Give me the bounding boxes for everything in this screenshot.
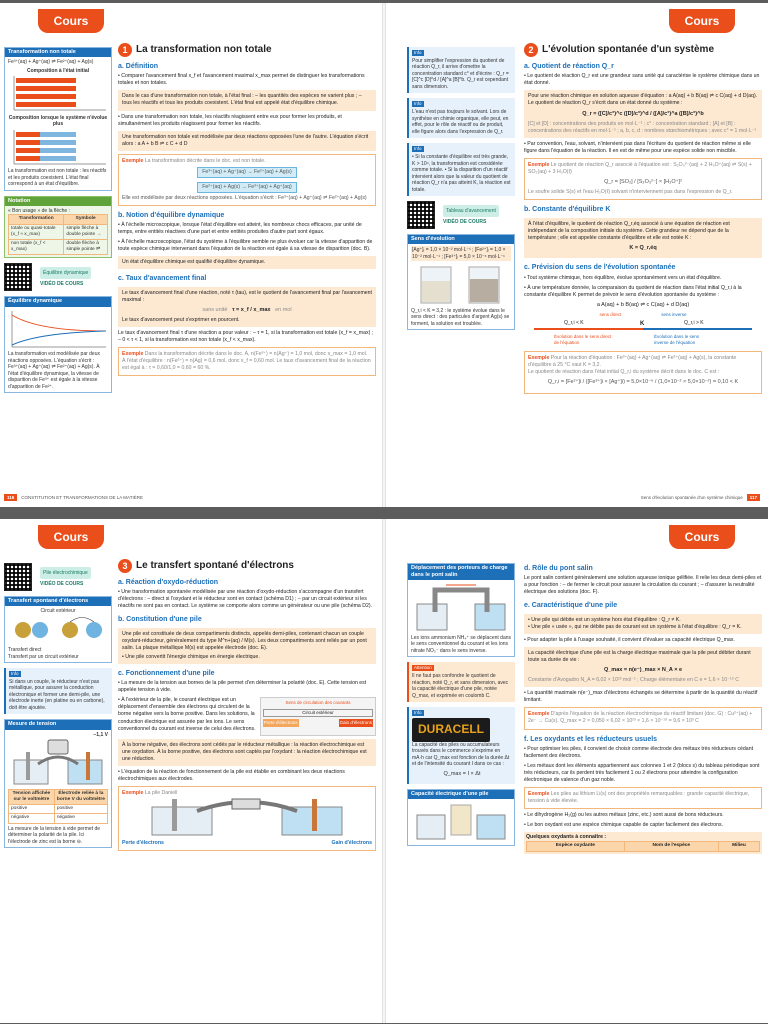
subsection-c-title: c. Fonctionnement d'une pile <box>118 669 215 677</box>
evolution-axis <box>524 320 762 348</box>
example-box <box>118 786 376 851</box>
footer-left <box>4 494 143 501</box>
definition-text: • Une pile convertit l'énergie chimique en énergie électrique. <box>122 653 260 660</box>
paragraph: • Par convention, l'eau, solvant, n'intervient pas dans l'écriture du quotient de réaction même si elle figure dans l'équation de la réaction. Il en est de même pour une espèce solide non miscible. <box>524 140 751 154</box>
notation-h2: Symbole <box>64 215 108 224</box>
table-header: Nom de l'espèce <box>624 842 718 851</box>
initial-composition-chart <box>8 74 108 112</box>
subsection-a-title: a. Définition <box>118 63 159 70</box>
k-formula: K = Q_r,éq <box>629 244 657 251</box>
dynamic-equilibrium-chart <box>8 309 108 349</box>
doc-a-title: Transformation non totale <box>5 48 111 57</box>
paragraph: Le pont salin contient généralement une solution aqueuse ionique gélifiée. Il relie les deux demi-piles et a pour fonction : – de fermer le circuit pour assurer la circulation du courant ; – d'assurer la neutralité électrique des solutions (doc. F). <box>524 575 762 596</box>
cours-tab-left: Cours <box>38 9 104 33</box>
doc-e-note: La mesure de la tension à vide permet de déterminer la polarité de la pile. Ici l'électrode de zinc est la borne ⊖. <box>8 825 100 845</box>
example-formula: Q_r = [SO₂] / [S₂O₃²⁻] × [H₃O⁺]² <box>604 179 682 186</box>
section-2-heading <box>524 43 762 57</box>
definition-box: Dans le cas d'une transformation non totale, à l'état final : – les quantités des espèces ne varient plus ; – tous les réactifs et tous les produits coexistent. L'état final est appelé état d'équilibre chimique. <box>118 90 376 110</box>
section-3-heading <box>118 559 376 573</box>
diagram-title: Sens de circulation des courants <box>285 700 351 706</box>
paragraph: • Le bon oxydant est une espèce chimique capable de capter facilement des électrons. <box>524 822 724 829</box>
voltmeter-reading: −1,1 V <box>93 731 108 738</box>
qr-code-icon[interactable] <box>4 263 32 291</box>
definition-text: Pour une réaction chimique en solution aqueuse d'équation : a A(aq) + b B(aq) ⇌ c C(aq) + d D(aq). Le quotient de réaction Q_r s'écrit dans un état donné du système : <box>528 93 758 107</box>
tbl-cell: négative <box>9 814 55 823</box>
example-text: La transformation décrite dans le doc. est non totale. <box>144 157 266 164</box>
qr-label: Pile électrochimique <box>40 567 91 580</box>
example-equation: Elle est modélisée par deux réactions opposées. L'équation s'écrit : Fe³⁺(aq) + Ag⁺(aq) ⇌ Fe²⁺(aq) + Ag(s) <box>122 194 367 201</box>
subsection-c-title: c. Taux d'avancement final <box>118 275 207 283</box>
final-composition-chart <box>8 128 108 166</box>
daniell-cell-diagram <box>122 797 372 837</box>
notation-title: Notation <box>5 197 111 206</box>
subsection-e-title: e. Caractéristique d'une pile <box>524 602 618 610</box>
cours-tab-right: Cours <box>669 9 735 33</box>
qr-code-icon[interactable] <box>4 563 32 591</box>
tbl-h1: Tension affichée sur le voltmètre <box>9 789 55 804</box>
doc-g-title: Capacité électrique d'une pile <box>408 790 514 799</box>
paragraph: • Pour optimiser les piles, il convient de choisir comme électrode des métaux très réducteurs cédant facilement des électrons. <box>524 745 754 759</box>
attention-note <box>407 662 515 702</box>
example-label: Exemple <box>528 711 550 718</box>
definition-box <box>524 647 762 687</box>
notation-r2a: non totale (x_f < x_max) <box>9 239 64 254</box>
current-direction-diagram <box>260 697 376 735</box>
subsection-a-title: a. Quotient de réaction Q_r <box>524 63 614 70</box>
sens-inverse-label: sens inverse <box>661 312 687 318</box>
section-1-heading <box>118 43 376 57</box>
definition-box: À la borne négative, des électrons sont cédés par le réducteur métallique : la réaction électrochimique est une oxydation. À la borne positive, des électrons sont captés par l'oxydant : la réaction électrochimique est une réduction. <box>118 739 376 766</box>
duracell-logo: DURACELL <box>412 718 490 742</box>
tbl-h2: Électrode reliée à la borne V du voltmètre <box>54 789 107 804</box>
video-link[interactable]: VIDÉO DE COURS <box>443 219 487 226</box>
info-tag: Info <box>414 50 422 55</box>
info-text: Si dans un couple, le réducteur n'est pas métallique, pour assurer la conduction électronique et former une demi-pile, une électrode inerte (en platine ou en carbone), doit être ajoutée. <box>9 678 105 711</box>
tbl-cell: positive <box>54 805 107 814</box>
axis-qri-less: Q_r,i < K <box>564 320 584 327</box>
info-text: Pour simplifier l'expression du quotient de réaction Q_r, il arrive d'omettre la concentration standard c° et d'écrire : Q_r = [C]^c [D]^d / [A]^a [B]^b. Q_r est cependant sans dimension. <box>412 57 509 90</box>
transfer-circuit-label: Transfert par un circuit extérieur <box>8 653 79 660</box>
axis-label-direct: Évolution dans le sens direct de l'équation <box>554 334 612 346</box>
info-note <box>407 98 515 138</box>
notation-h1: Transformation <box>9 215 64 224</box>
qr-tile-equilibre[interactable] <box>4 263 112 291</box>
tau-formula: τ = x_f / x_max <box>232 306 271 313</box>
example-label: Exemple <box>122 789 144 796</box>
attention-tag: Attention <box>414 665 432 671</box>
doc-a-note: La transformation est non totale : les réactifs et les produits coexistent. L'état final correspond à un état d'équilibre. <box>8 168 107 188</box>
subsection-a-title: a. Réaction d'oxydo-réduction <box>118 579 219 586</box>
definition-text: À l'état d'équilibre, le quotient de réaction Q_r,éq associé à une équation de réaction est indépendant de la composition initiale du système. Cette grandeur ne dépend que de la température ; elle est appelée constante d'équilibre et elle est notée K : <box>528 220 730 241</box>
doc-c-note: Q_r,i < K = 3,2 : le système évolue dans le sens direct : des particules d'argent Ag(s) se forment, la solution est troublée. <box>411 307 510 327</box>
definition-text: La capacité électrique d'une pile est la charge électrique maximale que la pile peut débiter durant toute sa durée de vie : <box>528 649 751 663</box>
section-3 <box>118 559 376 854</box>
info-note <box>4 668 112 714</box>
section-1 <box>118 43 376 379</box>
info-tag: Info <box>414 146 422 152</box>
transfer-direct-label: Transfert direct <box>8 647 42 654</box>
doc-c-title: Sens d'évolution <box>408 235 514 244</box>
paragraph: • Le dihydrogène H₂(g) ou les autres métaux (zinc, etc.) sont aussi de bons réducteurs. <box>524 812 724 819</box>
attention-text: Il ne faut pas confondre le quotient de réaction, noté Q_r, et sans dimension, avec la capacité électrique d'une pile, notée Q_max, et exprimée en coulomb C. <box>412 673 509 699</box>
paragraph: • Tout système chimique, hors équilibre, évolue spontanément vers un état d'équilibre. <box>524 274 722 281</box>
paragraph: • Une transformation spontanée modélisée par une réaction d'oxydo-réduction s'accompagne d'un transfert d'électrons : – direct si l'oxydant et le réducteur sont en contact (schéma D1) ; – par un circuit extérieur si les réactifs ne sont pas en contact. Le système se comporte alors comme un générateur ou une pile (schéma D2). <box>118 589 373 610</box>
example-text: Le quotient de réaction Q_r associé à l'équation est : S₂O₃²⁻(aq) + 2 H₃O⁺(aq) ⇌ S(s) + SO₂(aq) + 3 H₂O(ℓ) <box>528 161 752 175</box>
example-label: Exemple <box>122 351 144 358</box>
table-header: Milieu <box>718 842 759 851</box>
paragraph: • Le quotient de réaction Q_r est une grandeur sans unité qui caractérise le système chimique dans un état donné. <box>524 73 760 87</box>
right-sidebar <box>407 47 515 335</box>
video-link[interactable]: VIDÉO DE COURS <box>40 281 84 288</box>
unit-right: en mol <box>275 306 292 313</box>
doc-e-box <box>4 719 112 848</box>
example-text: Pour la réaction d'équation : Fe³⁺(aq) + Ag⁺(aq) ⇌ Fe²⁺(aq) + Ag(s), la constante d'équilibre à 25 °C vaut K = 3,2. <box>528 355 737 369</box>
paragraph: • La mesure de la tension aux bornes de la pile permet d'en déterminer la polarité (doc. E). Cette tension est appelée tension à vide. <box>118 680 367 694</box>
paragraph: Le taux d'avancement final τ d'une réaction a pour valeur : – τ = 1, si la transformation est totale (x_f = x_max) ; – 0 < τ < 1, si la transformation est non totale (x_f < x_max). <box>118 330 374 344</box>
definition-text: Le taux d'avancement final d'une réaction, noté τ (tau), est le quotient de l'avancement final par l'avancement maximal : <box>122 289 372 303</box>
polarity-table <box>8 789 108 824</box>
section-title: La transformation non totale <box>136 44 272 56</box>
cours-tab-right: Cours <box>669 525 735 549</box>
example-text: Le soufre solide S(s) et l'eau H₂O(ℓ) solvant n'interviennent pas dans l'expression de Q_r. <box>528 189 733 196</box>
beakers-photo <box>411 261 511 305</box>
table-title: Quelques oxydants à connaître : <box>526 834 607 841</box>
notation-r2b: double flèche à simple pointe ⇌ <box>64 239 108 254</box>
notation-r1a: totale ou quasi-totale (x_f ≈ x_max) <box>9 224 64 239</box>
doc-b-title: Équilibre dynamique <box>5 297 111 306</box>
diagram-gain-label: Gain d'électrons <box>339 719 373 727</box>
info-note <box>407 143 515 196</box>
voltage-measurement-diagram <box>8 738 108 786</box>
electron-transfer-diagram <box>8 615 108 645</box>
axis-qri-greater: Q_r,i > K <box>684 320 704 327</box>
qr-label: Équilibre dynamique <box>40 267 91 280</box>
example-text: La pile Daniell <box>144 789 178 796</box>
example-text: D'après l'équation de la réaction électrochimique du réactif limitant (doc. G) : Cu²⁺(aq) + 2e⁻ → Cu(s). Q_max = 2 × 0,050 × 6,02 × 10²³ × 1,6 × 10⁻¹⁹ = 9,6 × 10³ C <box>528 711 753 725</box>
paragraph: • Dans une transformation non totale, les réactifs réagissent entre eux pour former les produits, et simultanément les produits réagissent pour former les réactifs. <box>118 113 342 127</box>
formula-legend: Constante d'Avogadro N_A = 6,02 × 10²³ mol⁻¹ ; Charge élémentaire en C e = 1,6 × 10⁻¹⁹ C <box>528 677 740 684</box>
example-label: Exemple <box>528 791 550 798</box>
definition-text: Le taux d'avancement peut s'exprimer en pourcent. <box>122 317 240 324</box>
notation-box <box>4 196 112 259</box>
section-number: 1 <box>118 43 132 57</box>
info-text: L'eau n'est pas toujours le solvant. Lors de synthèse en chimie organique, elle peut, en effet, pour le rôle de réactif ou de produit, elle figure alors dans l'expression de Q_r. <box>412 109 509 135</box>
example-box <box>118 154 376 206</box>
definition-box: Un état d'équilibre chimique est qualifié d'équilibre dynamique. <box>118 256 376 269</box>
info-tag: Info <box>414 710 422 716</box>
salt-bridge-diagram <box>411 582 511 632</box>
definition-text: • Une pile « usée », qui ne débite pas de courant est un système à l'état d'équilibre : Q_r = K. <box>528 623 742 630</box>
subsection-b-title: b. Constante d'équilibre K <box>524 206 611 214</box>
definition-text: • Une pile qui débite est un système hors état d'équilibre : Q_r ≠ K. <box>528 616 681 623</box>
section-title: Le transfert spontané d'électrons <box>136 560 294 572</box>
qr-code-icon[interactable] <box>407 201 435 229</box>
definition-box <box>524 90 762 137</box>
unit-left: sans unité <box>202 306 228 313</box>
definition-box <box>524 218 762 258</box>
paragraph: • La quantité maximale n(e⁻)_max d'électrons échangés se détermine à partir de la quantité du réactif limitant. <box>524 690 758 704</box>
notation-subtitle: « Bon usage » de la flèche : <box>8 207 70 214</box>
example-label: Exemple <box>528 161 550 168</box>
bottom-spread <box>0 519 768 1023</box>
doc-c-box <box>407 234 515 330</box>
quotient-formula: Q_r = ([C]/c°)^c ([D]/c°)^d / ([A]/c°)^a ([B]/c°)^b <box>582 110 704 117</box>
footer-text: CONSTITUTION ET TRANSFORMATIONS DE LA MATIÈRE <box>21 495 143 500</box>
reverse-reaction: Fe²⁺(aq) + Ag(s) → Fe³⁺(aq) + Ag⁺(aq) <box>197 182 297 193</box>
doc-f-box <box>407 563 515 657</box>
cours-tab-left: Cours <box>38 525 104 549</box>
doc-b-box <box>4 296 112 393</box>
doc-g-box <box>407 789 515 847</box>
figure-label-loss: Perte d'électrons <box>122 839 164 846</box>
example-formula: Q_r,i = [Fe²⁺]i / ([Fe³⁺]i × [Ag⁺]i) = 5,0×10⁻⁶ / (1,0×10⁻² × 5,0×10⁻²) = 0,10 < K <box>547 379 739 386</box>
subsection-c-title: c. Prévision du sens de l'évolution spontanée <box>524 264 676 272</box>
info-text: La capacité des piles ou accumulateurs trouvés dans le commerce s'exprime en mA·h car Q_max est fonction de la durée Δt et de l'intensité du courant I dans ce cas : <box>412 741 510 768</box>
section-3-continued <box>524 559 762 854</box>
qr-label: Tableau d'avancement <box>443 205 499 218</box>
doc-d-title: Transfert spontané d'électrons <box>5 597 111 606</box>
left-sidebar <box>4 47 112 398</box>
doc-f-note: Les ions ammonium NH₄⁺ se déplacent dans le sens conventionnel du courant et les ions nitrate NO₃⁻ dans le sens inverse. <box>411 634 512 654</box>
page-number: 117 <box>747 494 760 501</box>
doc-a-caption2: Composition lorsque le système n'évolue plus <box>8 114 108 128</box>
example-text: Les piles au lithium Li(s) ont des propriétés remarquables : grande capacité électrique, tension à vide élevée. <box>528 791 750 805</box>
right-sidebar <box>407 563 515 851</box>
example-box <box>524 351 762 393</box>
top-spread <box>0 3 768 507</box>
info-text: • Si la constante d'équilibre est très grande, K > 10⁴, la transformation est considérée comme totale. • Si la disparition d'un réactif intervient alors que la valeur du quotient de réaction Q_r n'a pas atteint K, la réaction est totale. <box>412 154 511 193</box>
table-header: Espèce oxydante <box>527 842 625 851</box>
page-number: 116 <box>4 494 17 501</box>
tbl-cell: négative <box>54 814 107 823</box>
definition-box <box>524 614 762 634</box>
qr-tile-pile[interactable] <box>4 563 112 591</box>
notation-r1b: simple flèche à double pointe → <box>64 224 108 239</box>
gutter <box>382 3 386 507</box>
info-note <box>407 707 515 784</box>
pile-capacity-diagram <box>411 801 511 841</box>
definition-text: Une pile est constituée de deux compartiments distincts, appelés demi-piles, contenant chacun un couple oxydant-réducteur, généralement du type M^n+(aq) / M(s). Les deux compartiments sont reliés par un pont salin. La plaque métallique M(s) est appelée électrode (doc. E). <box>122 630 367 651</box>
doc-d-box <box>4 596 112 663</box>
example-box <box>524 707 762 729</box>
definition-box <box>118 287 376 327</box>
doc-a-equation: Fe³⁺(aq) + Ag⁺(aq) ⇌ Fe²⁺(aq) + Ag(s) <box>8 59 94 66</box>
example-label: Exemple <box>528 355 550 362</box>
example-box <box>118 347 376 376</box>
capacity-formula: Q_max = n(e⁻)_max × N_A × e <box>603 667 683 673</box>
forward-reaction: Fe³⁺(aq) + Ag⁺(aq) → Fe²⁺(aq) + Ag(s) <box>197 167 297 178</box>
oxidants-table <box>526 841 760 851</box>
section-number: 3 <box>118 559 132 573</box>
paragraph: • Comparer l'avancement final x_f et l'avancement maximal x_max permet de distinguer les transformations totales et non totales. <box>118 73 365 87</box>
tbl-cell: positive <box>9 805 55 814</box>
doc-f-title: Déplacement des porteurs de charge dans le pont salin <box>408 564 514 580</box>
subsection-b-title: b. Notion d'équilibre dynamique <box>118 211 225 219</box>
definition-box: Une transformation non totale est modélisée par deux réactions opposées l'une de l'autre. L'équation s'écrit alors : a A + b B ⇌ c C + d D <box>118 131 376 151</box>
paragraph: • Les métaux dont les éléments appartiennent aux colonnes 1 et 2 (blocs s) du tableau périodique sont très réducteurs, car ils perdent très facilement 1 ou 2 électrons pour atteindre la configuration électronique de valence d'un gaz noble. <box>524 762 760 783</box>
video-link[interactable]: VIDÉO DE COURS <box>40 581 84 587</box>
diagram-loss-label: Porte d'électrons <box>263 719 299 727</box>
doc-a-box <box>4 47 112 191</box>
doc-a-caption1: Composition à l'état initial <box>26 67 90 74</box>
circuit-label: Circuit extérieur <box>40 608 76 615</box>
axis-label-inverse: Évolution dans le sens inverse de l'équation <box>654 334 700 346</box>
example-box <box>524 787 762 809</box>
gutter <box>382 519 386 1023</box>
notation-table <box>8 214 108 255</box>
formula-legend: [C] et [D] : concentrations des produits en mol·L⁻¹ ; c° : concentration standard ; [A] et [B] : concentrations des réactifs en mol·L⁻¹ ; a, b, c, d : nombres stœchiométriques ; avec c° = 1 mol·L⁻¹ <box>528 120 757 134</box>
subsection-f-title: f. Les oxydants et les réducteurs usuels <box>524 735 658 743</box>
footer-right <box>641 494 760 501</box>
diagram-circuit-label: Circuit extérieur <box>263 709 373 717</box>
section-title: L'évolution spontanée d'un système <box>542 44 715 56</box>
footer-text: Sens d'évolution spontanée d'un système chimique <box>640 495 743 500</box>
sens-direct-label: sens direct <box>599 312 622 318</box>
example-label: Exemple <box>122 157 144 164</box>
info-tag: Info <box>414 101 422 107</box>
oxidants-table-box <box>524 832 762 853</box>
qr-tile-tableau[interactable] <box>407 201 515 229</box>
paragraph: • À l'échelle macroscopique, l'état du système à l'équilibre semble ne plus évoluer car la vitesse d'apparition de toute espèce chimique intervenant dans l'équation de la réaction est égale à sa vitesse de disparition (doc. B). <box>118 239 373 253</box>
section-number: 2 <box>524 43 538 57</box>
figure-label-gain: Gain d'électrons <box>331 839 372 846</box>
doc-b-note: La transformation est modélisée par deux réactions opposées. L'équation s'écrit : Fe³⁺(aq) + Ag⁺(aq) ⇌ Fe²⁺(aq) + Ag(s). À l'état d'équilibre dynamique, la vitesse de disparition de Fe³⁺ est égale à la vitesse d'apparition de Fe²⁺. <box>8 351 100 390</box>
doc-e-title: Mesure de tension <box>5 720 111 729</box>
example-box <box>524 158 762 200</box>
info-note <box>407 47 515 93</box>
paragraph: • À l'extérieur de la pile, le courant électrique est un déplacement d'ensemble des électrons qui circulent de la borne négative vers la borne positive. Dans les solutions, la conduction électrique est assurée par les ions. Le sens conventionnel du courant est inverse de celui des électrons. <box>118 697 256 732</box>
doc-c-values: [Ag⁺]ᵢ = 1,0 × 10⁻² mol·L⁻¹ ; [Fe²⁺]ᵢ = 1,0 × 10⁻² mol·L⁻¹ ; [Fe³⁺]ᵢ = 5,0 × 10⁻⁶ mol·L⁻¹ <box>411 246 511 261</box>
reaction-equation: a A(aq) + b B(aq) ⇌ c C(aq) + d D(aq) <box>596 301 690 308</box>
paragraph: • À une température donnée, la comparaison du quotient de réaction dans l'état initial Q_r,i à la constante d'équilibre K permet de prévoir le sens d'évolution spontanée du système : <box>524 284 742 298</box>
definition-box <box>118 628 376 664</box>
paragraph: • L'équation de la réaction de fonctionnement de la pile est établie en combinant les deux réactions électrochimiques aux électrodes. <box>118 768 345 782</box>
example-text: Le quotient de réaction dans l'état initial Q_r,i du système décrit dans le doc. C est : <box>528 369 720 376</box>
left-sidebar <box>4 563 112 853</box>
subsection-b-title: b. Constitution d'une pile <box>118 616 202 624</box>
example-text: Dans la transformation décrite dans le doc. A, n(Fe³⁺) = n(Ag⁺) = 1,0 mol, donc x_max = 1,0 mol. À l'état d'équilibre : n(Fe²⁺) = n(Ag) = 0,6 mol, donc x_f = 0,60 mol. Le taux d'avancement final de la réaction est égal à : τ = 0,60/1,0 = 0,60 = 60 %. <box>122 351 371 372</box>
subsection-d-title: d. Rôle du pont salin <box>524 565 593 572</box>
section-2 <box>524 43 762 397</box>
info-formula: Q_max = I × Δt <box>443 770 481 777</box>
info-tag: Info <box>11 671 19 677</box>
paragraph: • Pour adapter la pile à l'usage souhaité, il convient d'évaluer sa capacité électrique Q_max. <box>524 636 735 643</box>
paragraph: • À l'échelle microscopique, lorsque l'état d'équilibre est atteint, les nombreux chocs efficaces, par unité de temps, entre entités réactives d'une part et entre entités produites d'autre part sont égaux. <box>118 222 362 236</box>
axis-k: K <box>640 321 645 328</box>
